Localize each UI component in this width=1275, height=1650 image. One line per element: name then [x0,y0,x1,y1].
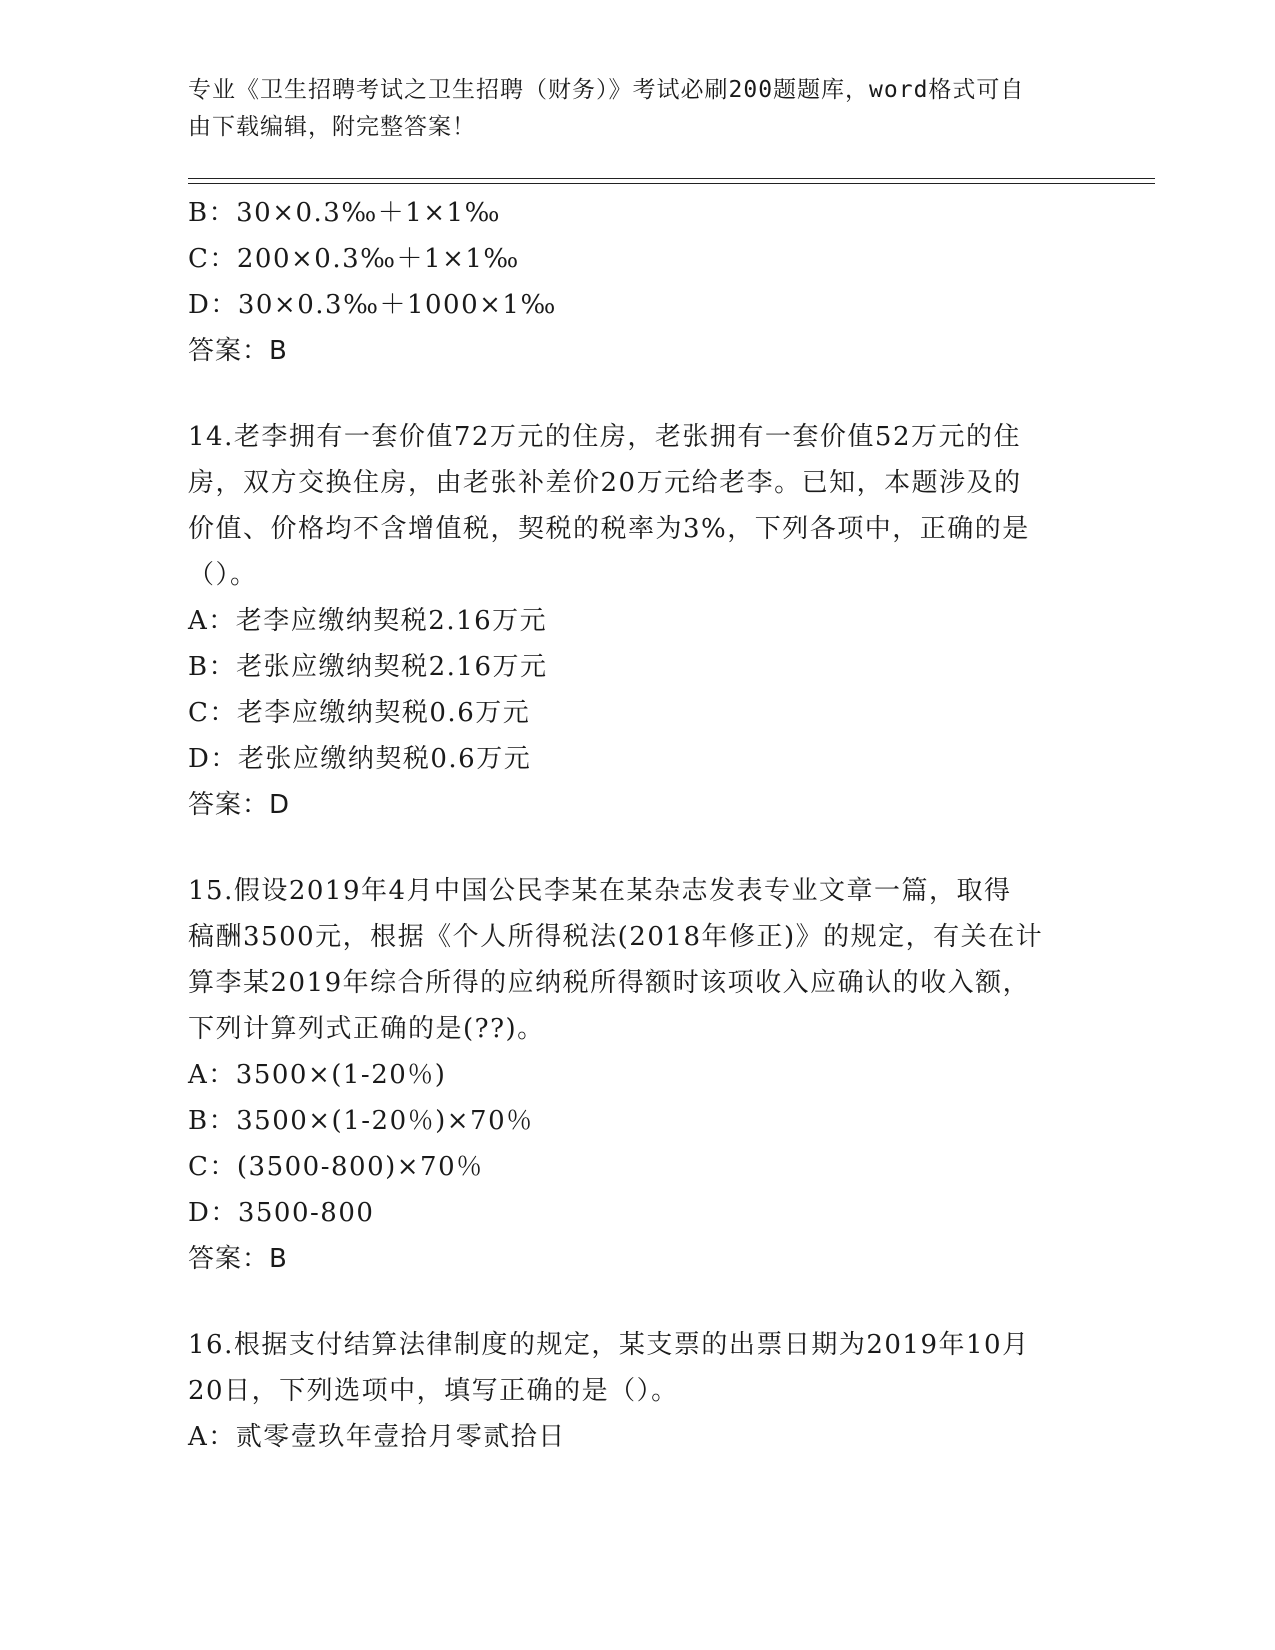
option-d: D：30×0.3‰＋1000×1‰ [188,290,557,320]
answer: 答案：D [188,790,291,820]
spacer [188,828,1088,868]
question-stem-line: （）。 [188,560,258,590]
option-d: D：老张应缴纳契税0.6万元 [188,744,532,774]
question-15 [188,868,1088,1282]
question-stem-line: 15.假设2019年4月中国公民李某在某杂志发表专业文章一篇，取得 [188,876,1012,906]
option-c: C：老李应缴纳契税0.6万元 [188,698,531,728]
header-title-line-2: 由下载编辑，附完整答案！ [188,114,476,140]
header-divider-bottom [188,183,1155,184]
option-c: C：(3500-800)×70％ [188,1152,484,1182]
option-b: B：老张应缴纳契税2.16万元 [188,652,548,682]
option-d: D：3500-800 [188,1198,375,1228]
document-header [188,72,1068,146]
question-stem-line: 16.根据支付结算法律制度的规定，某支票的出票日期为2019年10月 [188,1330,1030,1360]
question-14 [188,414,1088,828]
question-content [188,190,1088,1460]
question-stem-line: 14.老李拥有一套价值72万元的住房，老张拥有一套价值52万元的住 [188,422,1022,452]
question-13 [188,190,1088,374]
question-stem-line: 房，双方交换住房，由老张补差价20万元给老李。已知，本题涉及的 [188,468,1022,498]
option-a: A：老李应缴纳契税2.16万元 [188,606,548,636]
question-stem-line: 20日，下列选项中，填写正确的是（）。 [188,1376,679,1406]
answer: 答案：B [188,336,288,366]
question-16 [188,1322,1088,1460]
question-stem-line: 下列计算列式正确的是(??)。 [188,1014,545,1044]
spacer [188,374,1088,414]
spacer [188,1282,1088,1322]
option-b: B：3500×(1-20％)×70％ [188,1106,534,1136]
question-stem-line: 价值、价格均不含增值税，契税的税率为3%，下列各项中，正确的是 [188,514,1030,544]
header-title-line-1: 专业《卫生招聘考试之卫生招聘（财务）》考试必刷200题题库，word格式可自 [188,77,1025,103]
option-a: A：3500×(1-20％) [188,1060,447,1090]
option-b: B：30×0.3‰＋1×1‰ [188,198,501,228]
option-a: A：贰零壹玖年壹拾月零贰拾日 [188,1422,566,1452]
option-c: C：200×0.3‰＋1×1‰ [188,244,520,274]
question-stem-line: 算李某2019年综合所得的应纳税所得额时该项收入应确认的收入额， [188,968,1031,998]
question-stem-line: 稿酬3500元，根据《个人所得税法(2018年修正)》的规定，有关在计 [188,922,1044,952]
answer: 答案：B [188,1244,288,1274]
header-divider-top [188,178,1155,179]
